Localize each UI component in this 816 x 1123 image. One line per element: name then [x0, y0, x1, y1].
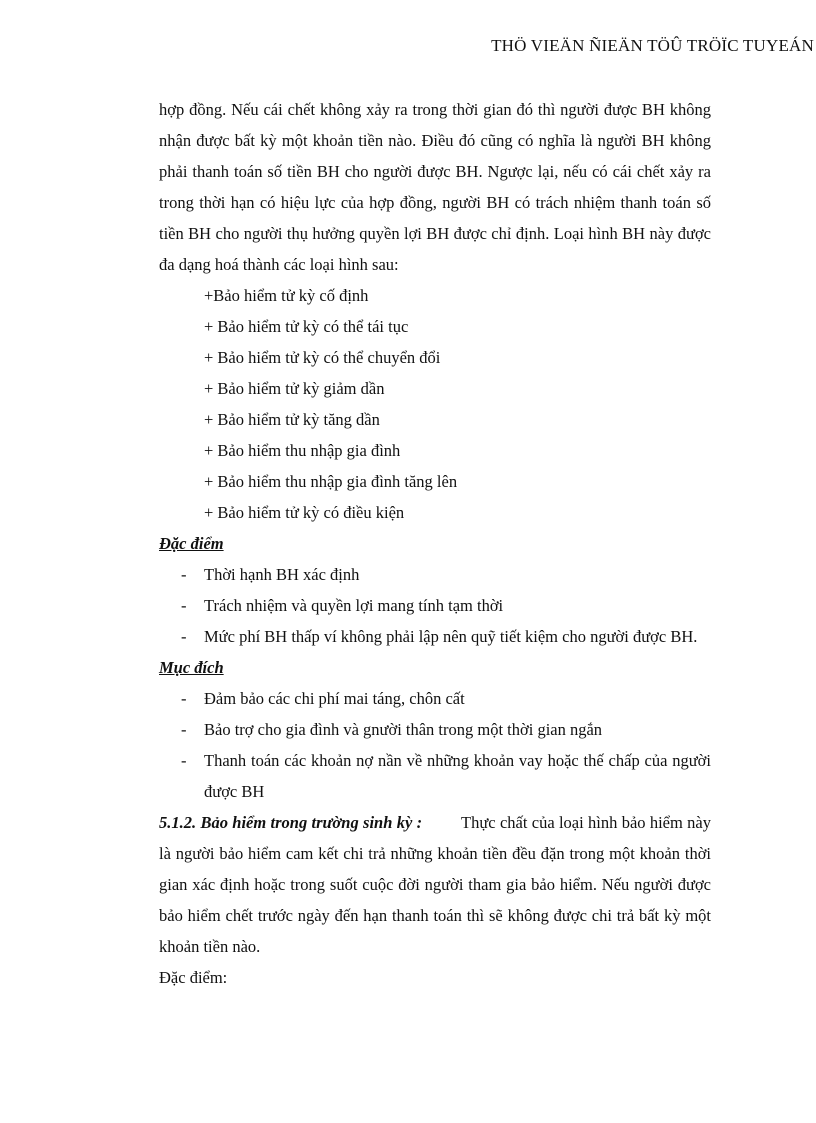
dash-bullet: - [181, 627, 187, 646]
list-item-text: Thời hạnh BH xác định [204, 565, 360, 584]
section-512-paragraph [159, 807, 711, 962]
features-heading: Đặc điểm [159, 534, 224, 553]
features-2-label: Đặc điểm: [159, 968, 228, 987]
intro-paragraph: hợp đồng. Nếu cái chết không xảy ra trong thời gian đó thì người được BH không nhận được bất kỳ một khoản tiền nào. Điều đó cũng có nghĩa là người BH không phải thanh toán số tiền BH cho người được BH. Ngược lại, nếu có cái chết xảy ra trong thời hạn có hiệu lực của hợp đồng, người BH có trách nhiệm thanh toán số tiền BH cho người thụ hưởng quyền lợi BH được chỉ định. Loại hình BH này được đa dạng hoá thành các loại hình sau: [159, 100, 711, 274]
list-item: + Bảo hiểm tử kỳ tăng dần [204, 410, 380, 429]
list-item-text: Thanh toán các khoản nợ nần về những khoản vay hoặc thế chấp của người được BH [204, 751, 711, 801]
list-item: + Bảo hiểm tử kỳ có thể tái tục [204, 317, 409, 336]
list-item: +Bảo hiểm tử kỳ cố định [204, 286, 369, 305]
list-item-text: Trách nhiệm và quyền lợi mang tính tạm thời [204, 596, 504, 615]
dash-bullet: - [181, 689, 187, 708]
list-item: + Bảo hiểm tử kỳ có điều kiện [204, 503, 405, 522]
section-512-text: Thực chất của loại hình bảo hiểm này là người bảo hiểm cam kết chi trả những khoản tiền đều đặn trong một khoản thời gian xác định hoặc trong suốt cuộc đời người tham gia bảo hiểm. Nếu người được bảo hiểm chết trước ngày đến hạn thanh toán thì sẽ không được chi trả bất kỳ một khoản tiền nào. [159, 813, 711, 956]
dash-bullet: - [181, 720, 187, 739]
list-item: + Bảo hiểm tử kỳ có thể chuyển đổi [204, 348, 441, 367]
section-512-heading: 5.1.2. Bảo hiểm trong trường sinh kỳ : [159, 813, 423, 832]
list-item [159, 745, 711, 807]
list-item: + Bảo hiểm thu nhập gia đình [204, 441, 401, 460]
list-item: + Bảo hiểm thu nhập gia đình tăng lên [204, 472, 458, 491]
list-item: + Bảo hiểm tử kỳ giảm dần [204, 379, 385, 398]
purpose-list [159, 683, 711, 807]
list-item [159, 683, 711, 714]
list-item [159, 714, 711, 745]
list-item [159, 559, 711, 590]
list-item-text: Bảo trợ cho gia đình và gnười thân trong một thời gian ngắn [204, 720, 603, 739]
features-list [159, 559, 711, 652]
list-item [159, 621, 711, 652]
document-body [159, 94, 711, 993]
dash-bullet: - [181, 565, 187, 584]
list-item-text: Đảm bảo các chi phí mai táng, chôn cất [204, 689, 465, 708]
list-item-text: Mức phí BH thấp ví không phải lập nên quỹ tiết kiệm cho người được BH. [204, 627, 698, 646]
list-item [159, 590, 711, 621]
dash-bullet: - [181, 596, 187, 615]
insurance-types-list [159, 280, 711, 528]
dash-bullet: - [181, 751, 187, 770]
page-header: THÖ VIEÄN ÑIEÄN TÖÛ TRÖÏC TUYEÁN [491, 36, 814, 55]
purpose-heading: Mục đích [159, 658, 224, 677]
